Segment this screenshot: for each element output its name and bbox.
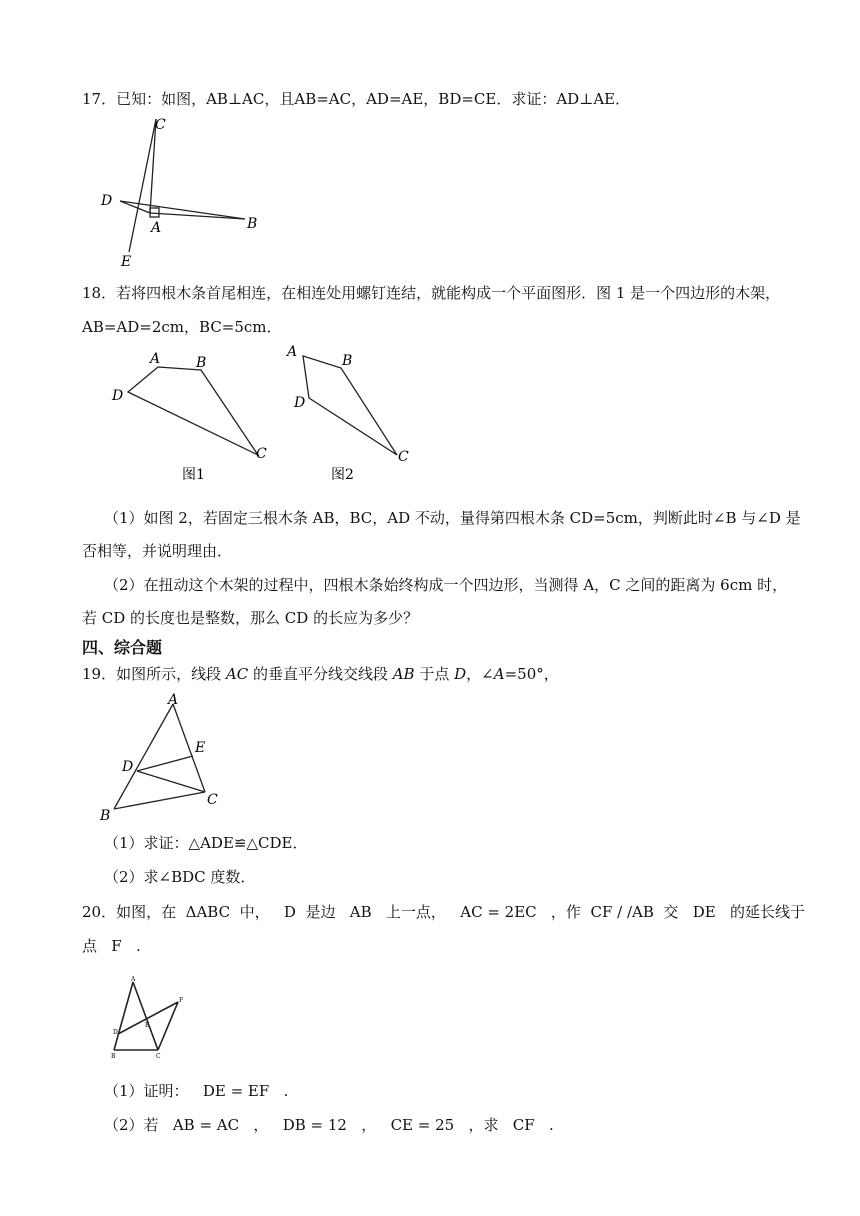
q20-figure — [108, 975, 188, 1065]
q19-part2: （2）求∠BDC 度数． — [104, 868, 256, 886]
q17-label-e: E — [121, 254, 132, 270]
q19-label-a: A — [168, 692, 179, 708]
q18-part2-line2: 若 CD 的长度也是整数，那么 CD 的长应为多少？ — [82, 609, 419, 627]
q19-part1: （1）求证：△ADE≌△CDE． — [104, 834, 308, 852]
q19-text-c: 于点 — [414, 665, 455, 683]
q19-figure — [98, 692, 238, 822]
q17-label-a: A — [151, 220, 162, 236]
q18-figure1 — [108, 345, 278, 485]
q20-label-f: F — [179, 997, 184, 1004]
q19-text-b: 的垂直平分线交线段 — [248, 665, 393, 683]
q18-line2: AB=AD=2cm，BC=5cm． — [82, 318, 282, 336]
section-heading: 四、综合题 — [82, 638, 163, 657]
q19-text-d: ，∠ — [466, 665, 494, 683]
q18-part1-line2: 否相等，并说明理由． — [82, 542, 233, 560]
q18-fig2-label-b: B — [342, 353, 353, 369]
q18-fig2-label-a: A — [287, 344, 298, 360]
q20-label-e: E — [145, 1022, 150, 1029]
q20-label-b: B — [111, 1053, 116, 1060]
q19-label-e: E — [195, 740, 206, 756]
q17-label-d: D — [101, 193, 113, 209]
q20-label-a: A — [131, 976, 136, 983]
q19-d: D — [454, 665, 467, 683]
q18-fig1-label-d: D — [112, 388, 124, 404]
q19-label-b: B — [100, 808, 111, 824]
q18-fig1-label-c: C — [256, 446, 267, 462]
q20-part1: （1）证明： DE = EF . — [104, 1082, 289, 1100]
q18-fig2-label-d: D — [294, 395, 306, 411]
q18-part1-line1: （1）如图 2，若固定三根木条 AB，BC，AD 不动，量得第四根木条 CD=5cm，判断此时∠B 与∠D 是 — [104, 509, 801, 527]
q17-text: 17．已知：如图，AB⊥AC，且AB=AC，AD=AE，BD=CE．求证：AD⊥AE． — [82, 90, 631, 108]
q19-a: A — [493, 665, 505, 683]
q18-part2-line1: （2）在扭动这个木架的过程中，四根木条始终构成一个四边形，当测得 A，C 之间的距离为 6cm 时， — [104, 576, 788, 594]
q19-text-e: =50°， — [504, 665, 559, 683]
q20-label-d: D — [113, 1029, 118, 1036]
q19-ab: AB — [392, 665, 415, 683]
q20-part2: （2）若 AB = AC ， DB = 12 ， CE = 25 ，求 CF . — [104, 1116, 554, 1134]
q19-text — [82, 664, 559, 684]
q17-figure — [95, 115, 275, 270]
q20-line1: 20．如图，在 ΔABC 中， D 是边 AB 上一点， AC = 2EC ，作 CF / /AB 交 DE 的延长线于 — [82, 903, 805, 921]
q20-line2: 点 F . — [82, 937, 141, 955]
q18-line1: 18．若将四根木条首尾相连，在相连处用螺钉连结，就能构成一个平面图形．图 1 是一个四边形的木架， — [82, 284, 781, 302]
q18-fig2-label-c: C — [398, 449, 409, 465]
q19-label-d: D — [122, 759, 134, 775]
q20-label-c: C — [156, 1053, 161, 1060]
q17-label-c: C — [155, 117, 166, 133]
q18-fig1-label-a: A — [150, 351, 161, 367]
q18-fig1-caption: 图1 — [182, 467, 205, 483]
q18-figure2 — [283, 340, 423, 483]
q18-fig1-label-b: B — [196, 355, 207, 371]
q19-label-c: C — [207, 792, 218, 808]
q19-ac: AC — [225, 665, 249, 683]
q19-text-a: 19．如图所示，线段 — [82, 665, 226, 683]
q17-label-b: B — [247, 216, 258, 232]
q18-fig2-caption: 图2 — [331, 467, 354, 483]
